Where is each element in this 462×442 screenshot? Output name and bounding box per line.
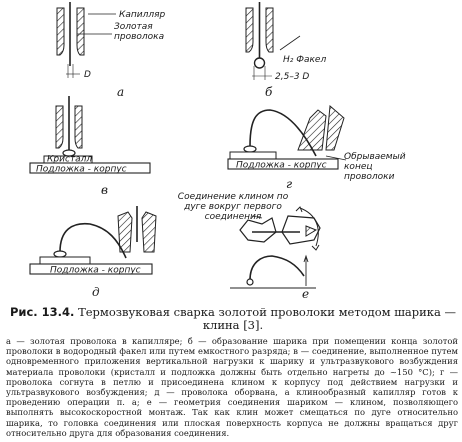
substrate-label-g: Подложка - корпус xyxy=(236,160,327,171)
dimension-range-label: 2,5–3 D xyxy=(275,72,310,82)
crystal-label: Кристалл xyxy=(47,154,93,165)
caption-prefix: Рис. 13.4. xyxy=(10,305,75,319)
substrate-label-v: Подложка - корпус xyxy=(36,164,127,175)
panel-a-label: а xyxy=(117,85,125,99)
gold-wire-label: Золотая проволока xyxy=(114,22,165,42)
panel-d-label: д xyxy=(92,285,100,299)
panel-b-drawing xyxy=(246,2,300,80)
panel-d-drawing xyxy=(30,206,156,274)
panel-e-label: е xyxy=(302,287,310,300)
figure-legend: а — золотая проволока в капилляре; б — образование шарика при помещении конца золотой проволоки в водородный факел или путем емкостного разряда; в — соединение, выполненное путем одновременного приложения вертикальной нагрузки к шарику и ультразвукового возбуждения материала проволоки (кристалл и подложка должны быть отдельно нагреты до ~150 °С); г — проволока согнута в петлю и присоединена клином к корпусу под действием нагрузки и ультразвукового возбуждения; д — проволока оборвана, а клинообразный капилляр готов к проведению операции п. а; е — геометрия соединения шариком — клином, позволяющего выполнять высокоскоростной монтаж. Так как клин может смещаться по дуге относительно шарика, то головка соединения или плоская поверхность корпуса не должны вращаться друг относительно друга для образования соединения. xyxy=(6,336,458,438)
panel-v-label: в xyxy=(101,183,108,197)
h2-torch-label: H₂ Факел xyxy=(283,55,327,65)
substrate-label-d: Подложка - корпус xyxy=(50,265,141,276)
caption-title: Термозвуковая сварка золотой проволоки методом шарика — клина [3]. xyxy=(78,305,457,332)
broken-end-label: Обрываемый конец проволоки xyxy=(344,152,406,182)
panel-g-label: г xyxy=(286,177,293,191)
dimension-d-label: D xyxy=(84,70,91,80)
capillary-label: Капилляр xyxy=(119,10,166,20)
panel-b-label: б xyxy=(265,85,273,99)
figure-caption xyxy=(10,306,456,332)
wedge-joint-label: Соединение клином по дуге вокруг первого соединения xyxy=(177,192,289,222)
panel-a-drawing xyxy=(57,2,116,78)
